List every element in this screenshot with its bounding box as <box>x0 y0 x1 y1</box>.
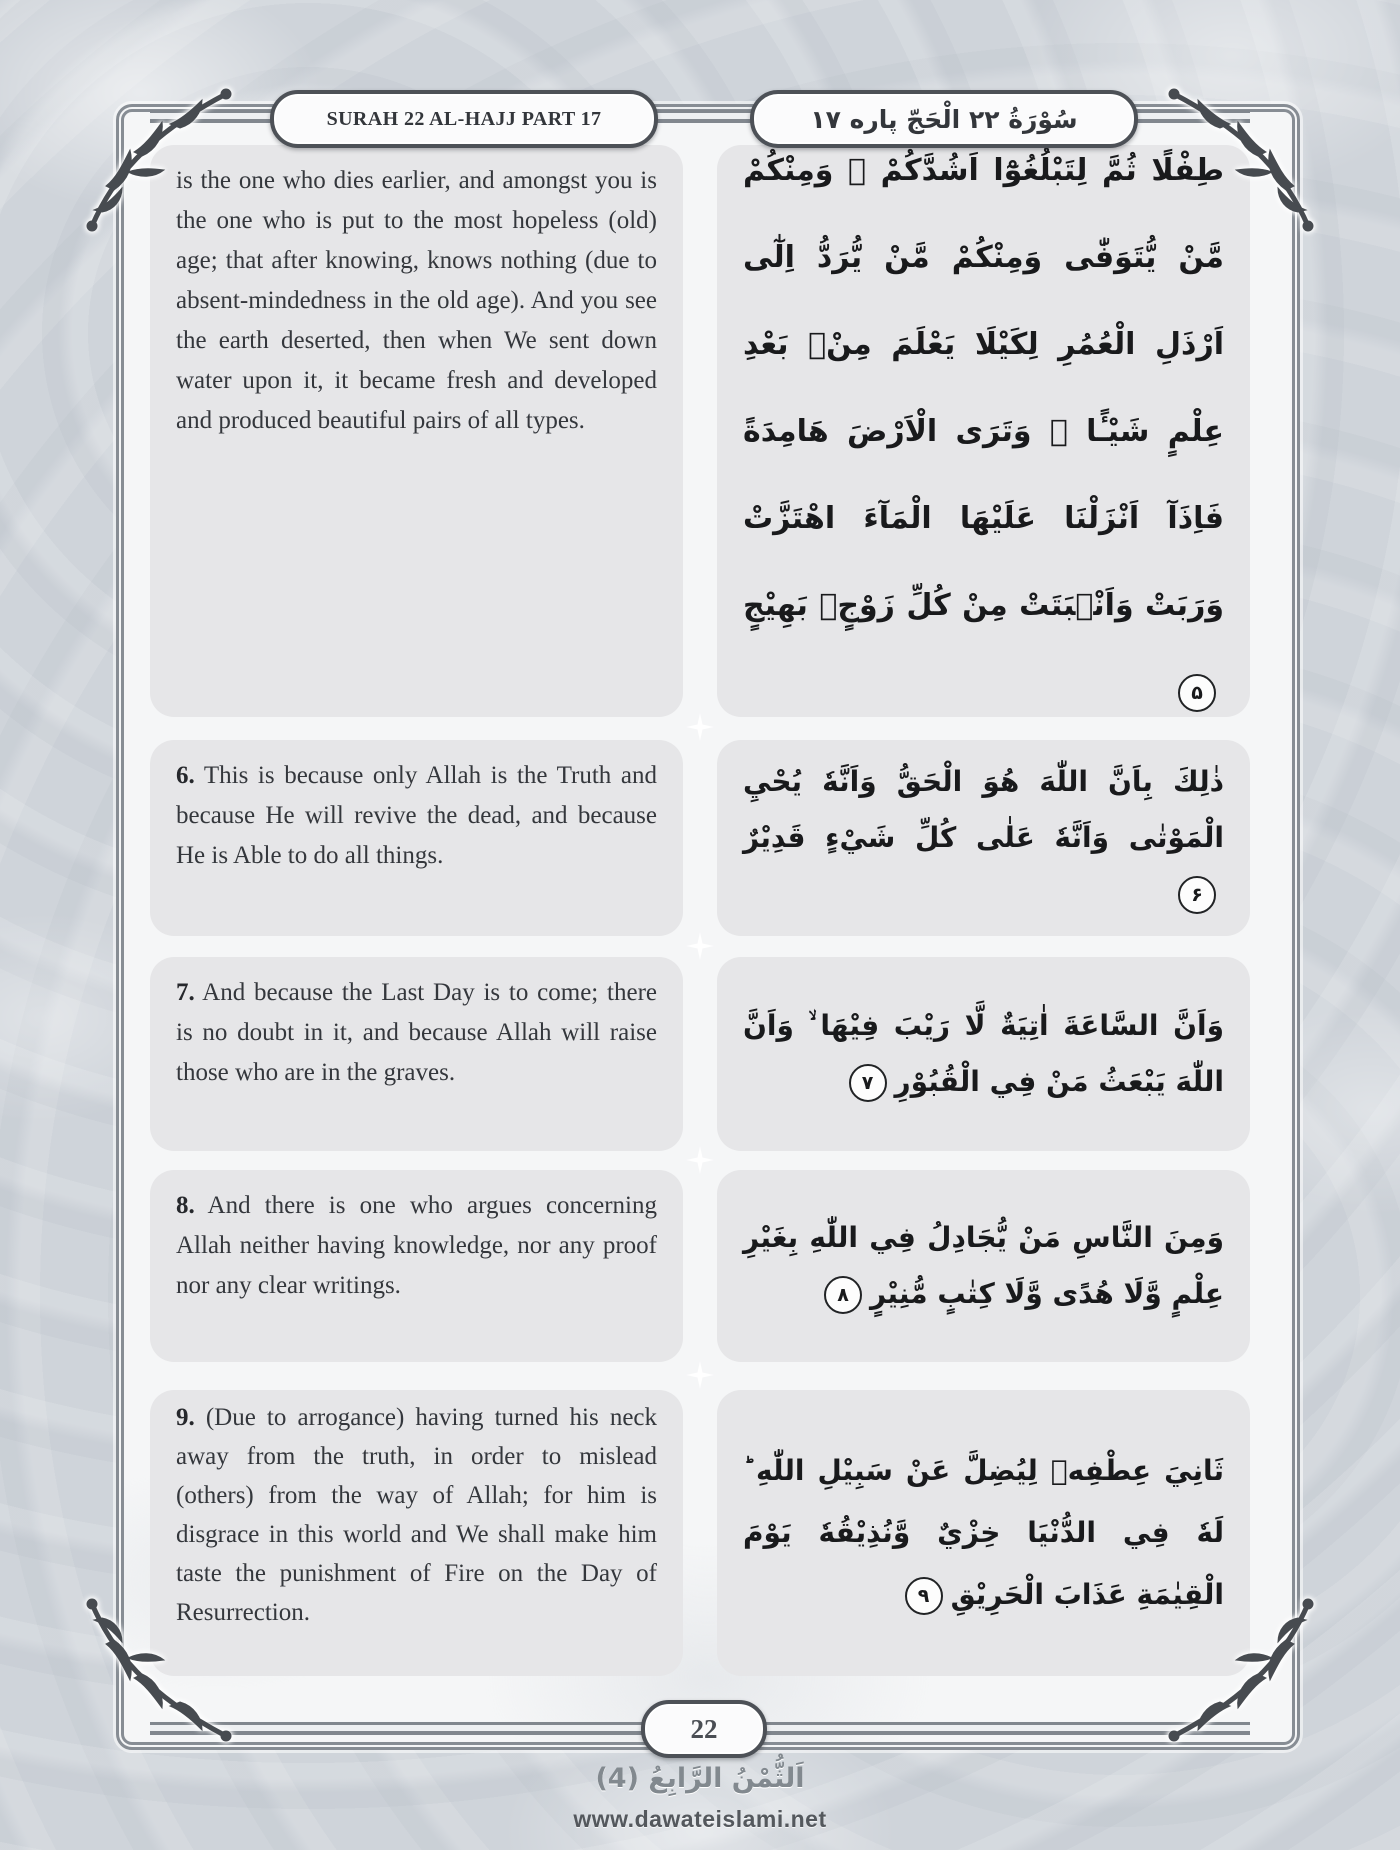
arabic-text: ذٰلِكَ بِاَنَّ اللّٰهَ هُوَ الْحَقُّ وَاَنَّهٗ يُحْيِ الْمَوْتٰى وَاَنَّهٗ عَلٰى كُلِّ شَيْءٍ قَدِيْرٌ <box>743 765 1224 854</box>
arabic-verse-block <box>717 1170 1250 1362</box>
surah-title-arabic <box>750 90 1138 148</box>
verse-row <box>150 1170 1250 1362</box>
verse-number: 7. <box>176 979 195 1006</box>
arabic-text: وَاَنَّ السَّاعَةَ اٰتِيَةٌ لَّا رَيْبَ فِيْهَا ۙ وَاَنَّ اللّٰهَ يَبْعَثُ مَنْ فِي الْقُبُوْرِ <box>743 1009 1224 1098</box>
verse-number: 8. <box>176 1192 195 1219</box>
corner-flourish-icon <box>1166 1596 1316 1746</box>
arabic-text: وَمِنَ النَّاسِ مَنْ يُّجَادِلُ فِي اللّٰهِ بِغَيْرِ عِلْمٍ وَّلَا هُدًى وَّلَا كِتٰبٍ مُّنِيْرٍ <box>743 1221 1224 1310</box>
ayah-end-marker: ۵ <box>1178 674 1216 712</box>
verse-row <box>150 957 1250 1151</box>
verse-row <box>150 145 1250 717</box>
page-number: 22 <box>690 1713 718 1744</box>
arabic-verse-block <box>717 957 1250 1151</box>
arabic-verse-text <box>743 1440 1224 1626</box>
arabic-verse-text <box>743 754 1224 922</box>
page-number-badge <box>641 1700 767 1758</box>
corner-flourish-icon <box>84 84 234 234</box>
english-translation-block <box>150 957 683 1151</box>
english-translation-block <box>150 740 683 936</box>
english-translation-text: This is because only Allah is the Truth and because He will revive the dead, and because He is Able to do all things. <box>176 762 657 869</box>
ayah-end-marker: ۹ <box>905 1577 943 1615</box>
verse-number: 9. <box>176 1404 195 1431</box>
english-translation-text: And there is one who argues concerning Allah neither having knowledge, nor any proof nor any clear writings. <box>176 1192 658 1299</box>
verse-row <box>150 740 1250 936</box>
arabic-verse-block <box>717 740 1250 936</box>
english-translation-block <box>150 1170 683 1362</box>
ayah-end-marker: ۶ <box>1178 876 1216 914</box>
surah-title-arabic-label: سُوْرَةُ ٢٢ الْحَجّ پاره ١٧ <box>810 104 1078 134</box>
section-label: اَلثُّمْنُ الرَّابِعُ (4) <box>595 1763 805 1794</box>
surah-title-english-label: SURAH 22 AL-HAJJ PART 17 <box>326 107 602 130</box>
ayah-end-marker: ۸ <box>824 1276 862 1314</box>
ayah-end-marker: ۷ <box>849 1064 887 1102</box>
english-translation-text: is the one who dies earlier, and amongst you is the one who is put to the most hopeless (old) age; that after knowing, knows nothing (due to absent-mindedness in the old age). And you see the earth deserted, then when We sent down water upon it, it became fresh and developed and produced beautiful pairs of all types. <box>176 167 657 434</box>
arabic-text: طِفْلًا ثُمَّ لِتَبْلُغُوْٓا اَشُدَّكُمْ ۚ وَمِنْكُمْ مَّنْ يُّتَوَفّٰى وَمِنْكُمْ مَّنْ يُّرَدُّ اِلٰٓى اَرْذَلِ الْعُمُرِ لِكَيْلَا يَعْلَمَ مِنْۢ بَعْدِ عِلْمٍ شَيْـًٔا ۚ وَتَرَى الْاَرْضَ هَامِدَةً فَاِذَآ اَنْزَلْنَا عَلَيْهَا الْمَآءَ اهْتَزَّتْ وَرَبَتْ وَاَنْۢبَتَتْ مِنْ كُلِّ زَوْجٍۭ بَهِيْجٍ <box>743 152 1224 623</box>
english-translation-text: And because the Last Day is to come; there is no doubt in it, and because Allah will raise those who are in the graves. <box>176 979 657 1086</box>
arabic-verse-text <box>743 1210 1224 1322</box>
arabic-verse-text <box>743 998 1224 1110</box>
website-url: www.dawateislami.net <box>573 1806 827 1832</box>
corner-flourish-icon <box>1166 84 1316 234</box>
verse-number: 6. <box>176 762 195 789</box>
arabic-verse-text <box>743 145 1224 717</box>
arabic-text: ثَانِيَ عِطْفِهٖ لِيُضِلَّ عَنْ سَبِيْلِ اللّٰهِ ؕ لَهٗ فِي الدُّنْيَا خِزْيٌ وَّنُذِيْقُهٗ يَوْمَ الْقِيٰمَةِ عَذَابَ الْحَرِيْقِ <box>743 1454 1224 1611</box>
corner-flourish-icon <box>84 1596 234 1746</box>
surah-title-english <box>270 90 658 148</box>
verse-row <box>150 1390 1250 1676</box>
english-translation-text: (Due to arrogance) having turned his neck away from the truth, in order to mislead (others) from the way of Allah; for him is disgrace in this world and We shall make him taste the punishment of Fire on the Day of Resurrection. <box>176 1404 658 1626</box>
